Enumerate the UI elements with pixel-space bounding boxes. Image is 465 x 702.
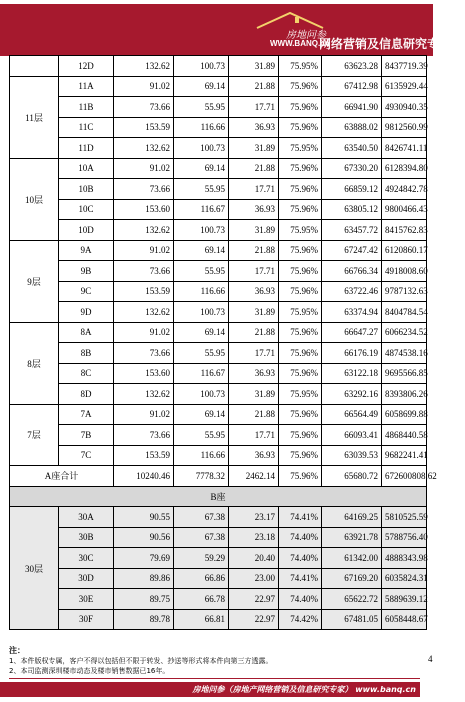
unit-cell: 8A xyxy=(59,322,114,343)
total-price-cell: 4868440.58 xyxy=(382,425,427,446)
unit-cell: 10B xyxy=(59,179,114,200)
unit-price-cell: 63540.50 xyxy=(322,138,382,159)
unit-price-cell: 67481.05 xyxy=(322,609,382,630)
total-price-cell: 8426741.11 xyxy=(382,138,427,159)
floor-cell: 11层 xyxy=(10,76,59,158)
ratio-cell: 75.96% xyxy=(279,261,322,282)
page-header xyxy=(0,4,452,56)
shared-area-cell: 21.88 xyxy=(229,322,279,343)
built-area-cell: 132.62 xyxy=(114,220,174,241)
built-area-cell: 132.62 xyxy=(114,384,174,405)
shared-area-cell: 22.97 xyxy=(229,589,279,610)
floor-cell: 7层 xyxy=(10,404,59,466)
ratio-cell: 75.95% xyxy=(279,138,322,159)
ratio-cell: 75.96% xyxy=(279,240,322,261)
ratio-cell: 75.96% xyxy=(279,158,322,179)
total-price-cell: 5788756.40 xyxy=(382,527,427,548)
total-price-cell: 6128394.80 xyxy=(382,158,427,179)
unit-price-cell: 65622.72 xyxy=(322,589,382,610)
notes-heading: 注： xyxy=(9,646,25,655)
inner-area-cell: 100.73 xyxy=(174,138,229,159)
ratio-cell: 75.96% xyxy=(279,425,322,446)
inner-area-cell: 55.95 xyxy=(174,343,229,364)
inner-area-cell: 100.73 xyxy=(174,384,229,405)
unit-cell: 7B xyxy=(59,425,114,446)
unit-price-cell: 67412.98 xyxy=(322,76,382,97)
shared-area-cell: 21.88 xyxy=(229,76,279,97)
shared-area-cell: 20.40 xyxy=(229,548,279,569)
unit-price-cell: 66941.90 xyxy=(322,97,382,118)
total-price-cell: 5889639.12 xyxy=(382,589,427,610)
ratio-cell: 75.96% xyxy=(279,179,322,200)
page-number: 4 xyxy=(428,654,433,664)
floor-cell: 8层 xyxy=(10,322,59,404)
note-line-2: 2、本司监测深圳楼市动态及楼市销售数据已16年。 xyxy=(9,667,170,675)
shared-area-cell: 21.88 xyxy=(229,158,279,179)
total-price-cell: 9800466.43 xyxy=(382,199,427,220)
inner-area-cell: 67.38 xyxy=(174,507,229,528)
table-row xyxy=(10,76,427,97)
built-area-cell: 89.86 xyxy=(114,568,174,589)
shared-area-cell: 31.89 xyxy=(229,138,279,159)
unit-cell: 8D xyxy=(59,384,114,405)
inner-area-cell: 116.67 xyxy=(174,363,229,384)
total-price-cell: 4930940.35 xyxy=(382,97,427,118)
shared-area-cell: 23.18 xyxy=(229,527,279,548)
unit-cell: 10A xyxy=(59,158,114,179)
ratio-cell: 75.96% xyxy=(279,199,322,220)
shared-area-cell: 23.00 xyxy=(229,568,279,589)
built-area-cell: 91.02 xyxy=(114,158,174,179)
footer-text: 房地问参（房地产网络营销及信息研究专家） www.banq.cn xyxy=(192,685,416,694)
unit-cell: 9C xyxy=(59,281,114,302)
total-label-cell: A座合计 xyxy=(10,466,114,487)
total-price-cell: 8404784.54 xyxy=(382,302,427,323)
ratio-cell: 75.96% xyxy=(279,117,322,138)
unit-cell: 12D xyxy=(59,56,114,77)
ratio-cell: 75.95% xyxy=(279,384,322,405)
unit-price-cell: 63292.16 xyxy=(322,384,382,405)
unit-price-cell: 66564.49 xyxy=(322,404,382,425)
unit-cell: 9D xyxy=(59,302,114,323)
built-area-cell: 73.66 xyxy=(114,179,174,200)
ratio-cell: 75.95% xyxy=(279,220,322,241)
unit-cell: 30B xyxy=(59,527,114,548)
unit-cell: 9A xyxy=(59,240,114,261)
shared-area-cell: 22.97 xyxy=(229,609,279,630)
unit-price-cell: 67247.42 xyxy=(322,240,382,261)
unit-price-cell: 66766.34 xyxy=(322,261,382,282)
table-row xyxy=(10,240,427,261)
table-row xyxy=(10,548,427,569)
unit-price-cell: 63805.12 xyxy=(322,199,382,220)
built-area-cell: 90.55 xyxy=(114,507,174,528)
unit-price-cell: 66647.27 xyxy=(322,322,382,343)
inner-area-cell: 116.66 xyxy=(174,445,229,466)
inner-area-cell: 55.95 xyxy=(174,261,229,282)
inner-area-cell: 66.81 xyxy=(174,609,229,630)
total-price-cell: 6058699.88 xyxy=(382,404,427,425)
inner-area-cell: 116.66 xyxy=(174,117,229,138)
table-row xyxy=(10,343,427,364)
total-value-cell: 2462.14 xyxy=(229,466,279,487)
built-area-cell: 73.66 xyxy=(114,261,174,282)
total-value-cell: 75.96% xyxy=(279,466,322,487)
total-price-cell: 8393806.26 xyxy=(382,384,427,405)
built-area-cell: 153.59 xyxy=(114,281,174,302)
unit-price-cell: 67169.20 xyxy=(322,568,382,589)
built-area-cell: 91.02 xyxy=(114,240,174,261)
total-value-cell: 7778.32 xyxy=(174,466,229,487)
zone-row xyxy=(10,486,427,507)
built-area-cell: 153.60 xyxy=(114,199,174,220)
inner-area-cell: 69.14 xyxy=(174,404,229,425)
table-row xyxy=(10,425,427,446)
shared-area-cell: 17.71 xyxy=(229,425,279,446)
table-row xyxy=(10,117,427,138)
unit-cell: 7A xyxy=(59,404,114,425)
table-row xyxy=(10,404,427,425)
unit-cell: 11A xyxy=(59,76,114,97)
built-area-cell: 91.02 xyxy=(114,76,174,97)
unit-cell: 30E xyxy=(59,589,114,610)
ratio-cell: 74.40% xyxy=(279,527,322,548)
inner-area-cell: 100.73 xyxy=(174,56,229,77)
table-row xyxy=(10,363,427,384)
ratio-cell: 75.96% xyxy=(279,281,322,302)
unit-price-cell: 63122.18 xyxy=(322,363,382,384)
ratio-cell: 75.96% xyxy=(279,343,322,364)
shared-area-cell: 36.93 xyxy=(229,363,279,384)
built-area-cell: 89.75 xyxy=(114,589,174,610)
ratio-cell: 75.96% xyxy=(279,76,322,97)
inner-area-cell: 116.67 xyxy=(174,199,229,220)
inner-area-cell: 66.86 xyxy=(174,568,229,589)
total-price-cell: 5810525.59 xyxy=(382,507,427,528)
total-price-cell: 4874538.16 xyxy=(382,343,427,364)
ratio-cell: 75.96% xyxy=(279,445,322,466)
floor-cell: 10层 xyxy=(10,158,59,240)
shared-area-cell: 36.93 xyxy=(229,281,279,302)
total-price-cell: 6066234.52 xyxy=(382,322,427,343)
inner-area-cell: 69.14 xyxy=(174,76,229,97)
floor-cell: 9层 xyxy=(10,240,59,322)
built-area-cell: 89.78 xyxy=(114,609,174,630)
unit-price-cell: 67330.20 xyxy=(322,158,382,179)
built-area-cell: 73.66 xyxy=(114,97,174,118)
unit-cell: 8B xyxy=(59,343,114,364)
total-price-cell: 9787132.63 xyxy=(382,281,427,302)
unit-cell: 10D xyxy=(59,220,114,241)
note-line-1: 1、本件版权专属，客户不得以包括但不限于转发、抄送等形式将本件向第三方透露。 xyxy=(9,657,273,665)
inner-area-cell: 116.66 xyxy=(174,281,229,302)
zone-label-cell: B座 xyxy=(10,486,427,507)
unit-price-cell: 66859.12 xyxy=(322,179,382,200)
total-value-cell: 65680.72 xyxy=(322,466,382,487)
ratio-cell: 74.40% xyxy=(279,589,322,610)
shared-area-cell: 17.71 xyxy=(229,97,279,118)
inner-area-cell: 55.95 xyxy=(174,179,229,200)
unit-price-cell: 63457.72 xyxy=(322,220,382,241)
notes xyxy=(9,646,419,676)
built-area-cell: 79.69 xyxy=(114,548,174,569)
total-price-cell: 6035824.31 xyxy=(382,568,427,589)
table-row xyxy=(10,179,427,200)
ratio-cell: 75.95% xyxy=(279,56,322,77)
table-row xyxy=(10,507,427,528)
table-row xyxy=(10,220,427,241)
inner-area-cell: 100.73 xyxy=(174,302,229,323)
table-row xyxy=(10,97,427,118)
ratio-cell: 74.42% xyxy=(279,609,322,630)
ratio-cell: 74.41% xyxy=(279,568,322,589)
floor-cell xyxy=(10,56,59,77)
ratio-cell: 75.96% xyxy=(279,322,322,343)
inner-area-cell: 69.14 xyxy=(174,158,229,179)
table-row xyxy=(10,199,427,220)
ratio-cell: 74.41% xyxy=(279,507,322,528)
unit-price-cell: 66176.19 xyxy=(322,343,382,364)
unit-price-cell: 63722.46 xyxy=(322,281,382,302)
table-row xyxy=(10,589,427,610)
ratio-cell: 75.95% xyxy=(279,302,322,323)
price-table xyxy=(9,55,437,630)
total-price-cell: 8437719.39 xyxy=(382,56,427,77)
unit-price-cell: 63888.02 xyxy=(322,117,382,138)
unit-price-cell: 63039.53 xyxy=(322,445,382,466)
built-area-cell: 90.56 xyxy=(114,527,174,548)
inner-area-cell: 100.73 xyxy=(174,220,229,241)
shared-area-cell: 31.89 xyxy=(229,56,279,77)
table-row xyxy=(10,281,427,302)
inner-area-cell: 69.14 xyxy=(174,322,229,343)
unit-cell: 11B xyxy=(59,97,114,118)
table-row xyxy=(10,609,427,630)
unit-cell: 7C xyxy=(59,445,114,466)
built-area-cell: 91.02 xyxy=(114,404,174,425)
shared-area-cell: 31.89 xyxy=(229,302,279,323)
shared-area-cell: 31.89 xyxy=(229,384,279,405)
built-area-cell: 73.66 xyxy=(114,425,174,446)
table-row xyxy=(10,158,427,179)
inner-area-cell: 66.78 xyxy=(174,589,229,610)
table-row xyxy=(10,322,427,343)
total-price-cell: 6135929.44 xyxy=(382,76,427,97)
page-footer xyxy=(0,682,420,697)
shared-area-cell: 36.93 xyxy=(229,199,279,220)
built-area-cell: 132.62 xyxy=(114,56,174,77)
unit-cell: 9B xyxy=(59,261,114,282)
table-row xyxy=(10,568,427,589)
built-area-cell: 132.62 xyxy=(114,138,174,159)
inner-area-cell: 55.95 xyxy=(174,97,229,118)
unit-price-cell: 63921.78 xyxy=(322,527,382,548)
total-price-cell: 6058448.67 xyxy=(382,609,427,630)
header-logo-text: 房地问参 xyxy=(286,30,326,41)
unit-price-cell: 66093.41 xyxy=(322,425,382,446)
unit-cell: 30D xyxy=(59,568,114,589)
built-area-cell: 153.59 xyxy=(114,445,174,466)
inner-area-cell: 67.38 xyxy=(174,527,229,548)
table-row xyxy=(10,302,427,323)
footer-rule xyxy=(9,678,420,679)
unit-cell: 30A xyxy=(59,507,114,528)
built-area-cell: 91.02 xyxy=(114,322,174,343)
unit-cell: 8C xyxy=(59,363,114,384)
inner-area-cell: 69.14 xyxy=(174,240,229,261)
unit-price-cell: 64169.25 xyxy=(322,507,382,528)
total-price-cell: 8415762.83 xyxy=(382,220,427,241)
unit-cell: 10C xyxy=(59,199,114,220)
shared-area-cell: 17.71 xyxy=(229,261,279,282)
shared-area-cell: 31.89 xyxy=(229,220,279,241)
shared-area-cell: 23.17 xyxy=(229,507,279,528)
total-value-cell: 672600808.62 xyxy=(382,466,427,487)
unit-cell: 30F xyxy=(59,609,114,630)
shared-area-cell: 17.71 xyxy=(229,179,279,200)
shared-area-cell: 36.93 xyxy=(229,445,279,466)
total-price-cell: 9695566.85 xyxy=(382,363,427,384)
ratio-cell: 75.96% xyxy=(279,97,322,118)
total-price-cell: 6120860.17 xyxy=(382,240,427,261)
unit-cell: 30C xyxy=(59,548,114,569)
ratio-cell: 74.40% xyxy=(279,548,322,569)
total-price-cell: 9812560.99 xyxy=(382,117,427,138)
table-row xyxy=(10,384,427,405)
inner-area-cell: 59.29 xyxy=(174,548,229,569)
header-site: WWW.BANQ.cn xyxy=(270,39,330,48)
unit-cell: 11C xyxy=(59,117,114,138)
table-row xyxy=(10,56,427,77)
total-price-cell: 4924842.78 xyxy=(382,179,427,200)
inner-area-cell: 55.95 xyxy=(174,425,229,446)
built-area-cell: 132.62 xyxy=(114,302,174,323)
header-title: 网络营销及信息研究专家 xyxy=(319,37,452,51)
built-area-cell: 153.59 xyxy=(114,117,174,138)
total-value-cell: 10240.46 xyxy=(114,466,174,487)
total-row xyxy=(10,466,427,487)
total-price-cell: 4888343.98 xyxy=(382,548,427,569)
shared-area-cell: 17.71 xyxy=(229,343,279,364)
unit-cell: 11D xyxy=(59,138,114,159)
floor-cell: 30层 xyxy=(10,507,59,630)
table-row xyxy=(10,261,427,282)
table-row xyxy=(10,445,427,466)
total-price-cell: 9682241.41 xyxy=(382,445,427,466)
unit-price-cell: 63623.28 xyxy=(322,56,382,77)
shared-area-cell: 21.88 xyxy=(229,404,279,425)
unit-price-cell: 61342.00 xyxy=(322,548,382,569)
built-area-cell: 73.66 xyxy=(114,343,174,364)
ratio-cell: 75.96% xyxy=(279,404,322,425)
table-row xyxy=(10,138,427,159)
unit-price-cell: 63374.94 xyxy=(322,302,382,323)
ratio-cell: 75.96% xyxy=(279,363,322,384)
table-row xyxy=(10,527,427,548)
shared-area-cell: 21.88 xyxy=(229,240,279,261)
shared-area-cell: 36.93 xyxy=(229,117,279,138)
total-price-cell: 4918008.60 xyxy=(382,261,427,282)
built-area-cell: 153.60 xyxy=(114,363,174,384)
